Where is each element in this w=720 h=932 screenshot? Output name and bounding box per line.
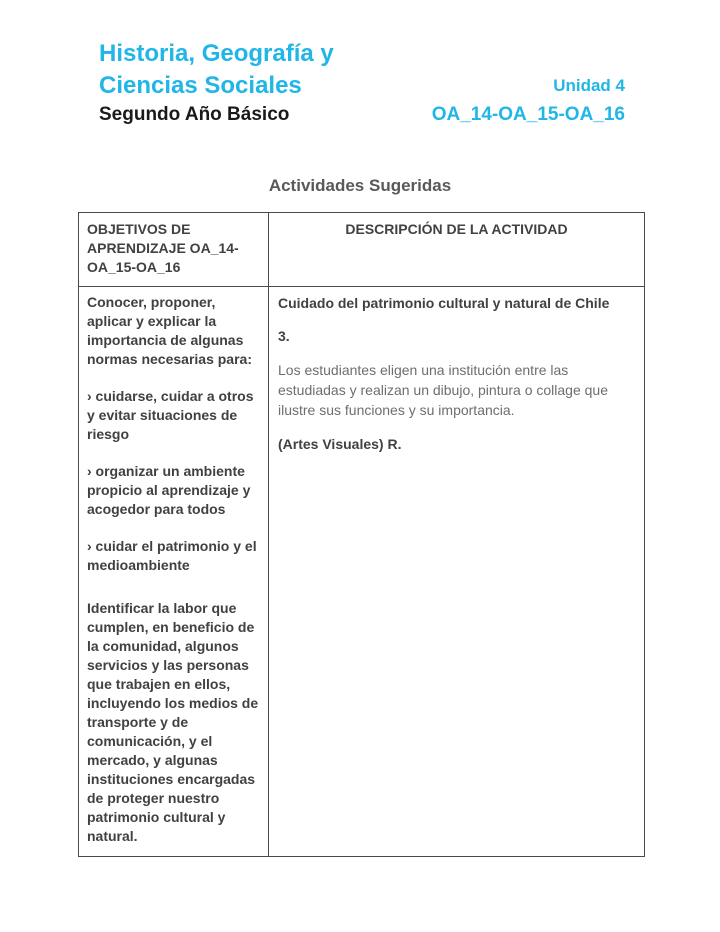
oa-codes: OA_14-OA_15-OA_16 <box>431 104 625 125</box>
header-right-block <box>432 70 625 128</box>
objective-bullet: › cuidarse, cuidar a otros y evitar situaciones de riesgo <box>87 388 254 442</box>
objective-bullet: › cuidar el patrimonio y el medioambiente <box>87 538 257 573</box>
grade-level: Segundo Año Básico <box>99 104 290 125</box>
document-title: Historia, Geografía y Ciencias Sociales <box>99 40 334 99</box>
objective-second: Identificar la labor que cumplen, en beneficio de la comunidad, algunos servicios y las personas que trabajen en ellos, incluyendo los medios de transporte y de comunicación, y el mercado, y algunas instituciones encargadas de proteger nuestro patrimonio cultural y natural. <box>87 600 259 844</box>
activities-table <box>78 212 645 857</box>
objective-bullet: › organizar un ambiente propicio al aprendizaje y acogedor para todos <box>87 463 251 517</box>
document-header <box>0 0 720 128</box>
objectives-cell <box>79 287 269 857</box>
objective-intro: Conocer, proponer, aplicar y explicar la importancia de algunas normas necesarias para: <box>87 294 252 367</box>
activity-subject-tag: (Artes Visuales) R. <box>278 436 402 452</box>
activity-cell <box>269 287 645 857</box>
table-row <box>79 287 645 857</box>
table-header-row <box>79 213 645 287</box>
activity-column-header: DESCRIPCIÓN DE LA ACTIVIDAD <box>269 213 645 287</box>
unit-label: Unidad 4 <box>553 76 625 95</box>
activity-number: 3. <box>278 328 290 344</box>
objectives-column-header: OBJETIVOS DE APRENDIZAJE OA_14-OA_15-OA_16 <box>79 213 269 287</box>
section-title: Actividades Sugeridas <box>268 176 452 195</box>
activity-description: Los estudiantes eligen una institución entre las estudiadas y realizan un dibujo, pintura o collage que ilustre sus funciones y su importancia. <box>278 362 609 418</box>
header-left-block <box>99 38 432 128</box>
activity-title: Cuidado del patrimonio cultural y natural de Chile <box>278 295 610 311</box>
